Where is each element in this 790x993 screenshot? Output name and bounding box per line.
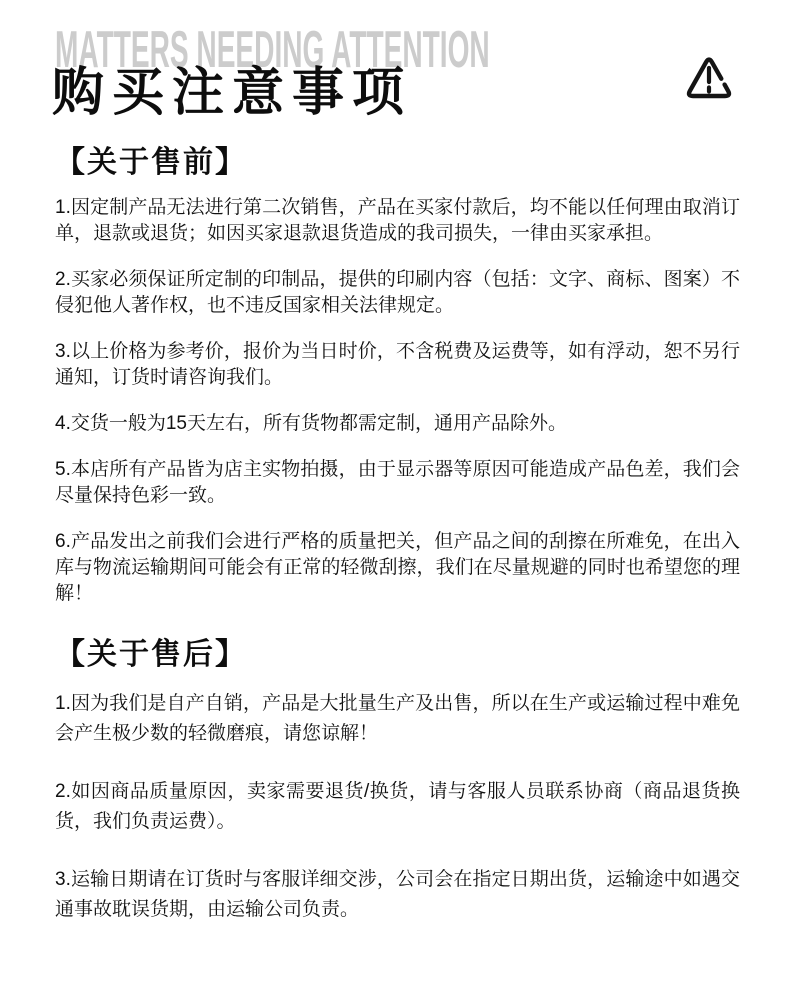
notice-item: 1.因为我们是自产自销，产品是大批量生产及出售，所以在生产或运输过程中难免会产生极少数的轻微磨痕，请您谅解！ <box>55 693 740 744</box>
section-heading-presale: 【关于售前】 <box>55 146 247 179</box>
section-presale <box>55 147 740 607</box>
notice-item: 3.以上价格为参考价，报价为当日时价，不含税费及运费等，如有浮动，恕不另行通知，订货时请咨询我们。 <box>55 341 740 388</box>
notice-item: 2.买家必须保证所定制的印制品，提供的印刷内容（包括：文字、商标、图案）不侵犯他人著作权，也不违反国家相关法律规定。 <box>55 269 740 316</box>
warning-triangle-icon <box>678 52 740 102</box>
page-title: 购买注意事项 <box>52 64 413 122</box>
header-watermark-text: MATTERS NEEDING ATTENTION <box>55 21 490 79</box>
notice-item: 1.因定制产品无法进行第二次销售，产品在买家付款后，均不能以任何理由取消订单，退款或退货；如因买家退款退货造成的我司损失，一律由买家承担。 <box>55 197 740 244</box>
notice-item: 5.本店所有产品皆为店主实物拍摄，由于显示器等原因可能造成产品色差，我们会尽量保持色彩一致。 <box>55 459 740 506</box>
notice-item: 4.交货一般为15天左右，所有货物都需定制，通用产品除外。 <box>55 413 567 434</box>
notice-item: 3.运输日期请在订货时与客服详细交涉，公司会在指定日期出货，运输途中如遇交通事故耽误货期，由运输公司负责。 <box>55 869 740 920</box>
page-header <box>52 0 740 147</box>
section-aftersale <box>55 639 740 925</box>
notice-item: 6.产品发出之前我们会进行严格的质量把关，但产品之间的刮擦在所难免，在出入库与物流运输期间可能会有正常的轻微刮擦，我们在尽量规避的同时也希望您的理解！ <box>55 531 740 604</box>
notice-item: 2.如因商品质量原因，卖家需要退货/换货，请与客服人员联系协商（商品退货换货，我们负责运费）。 <box>55 781 740 832</box>
section-heading-aftersale: 【关于售后】 <box>55 638 247 671</box>
